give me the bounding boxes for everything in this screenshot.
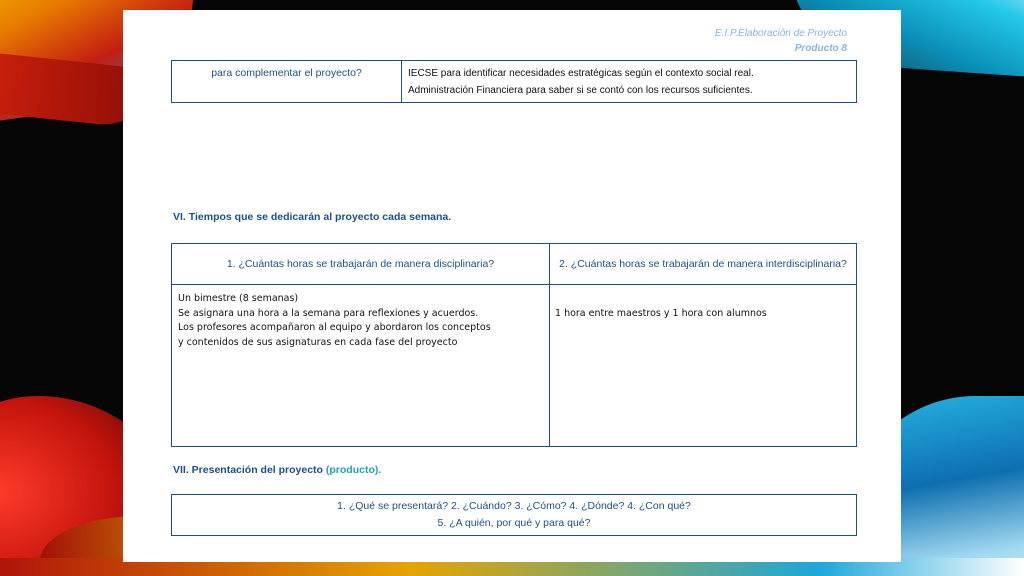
table-row: [172, 495, 857, 536]
document-page: [123, 10, 901, 562]
table-row: [172, 285, 857, 447]
page-header: [715, 26, 847, 56]
section-title-times: VI. Tiempos que se dedicarán al proyecto cada semana.: [173, 211, 452, 223]
header-disciplinary: 1. ¿Cuántas horas se trabajarán de manera disciplinaria?: [172, 244, 550, 285]
questions-line: 1. ¿Qué se presentará? 2. ¿Cuándo? 3. ¿Cómo? 4. ¿Dónde? 4. ¿Con qué?: [337, 500, 691, 512]
section-title-presentation: [173, 464, 381, 476]
complement-table: [171, 60, 857, 103]
complement-question-cell: para complementar el proyecto?: [172, 61, 402, 103]
complement-answer-cell: [402, 61, 857, 103]
section-title-text: VII. Presentación del proyecto: [173, 464, 323, 476]
interdisciplinary-cell: 1 hora entre maestros y 1 hora con alumnos: [550, 285, 857, 447]
cell-line: Un bimestre (8 semanas): [178, 293, 299, 304]
header-interdisciplinary: 2. ¿Cuántas horas se trabajarán de manera interdisciplinaria?: [550, 244, 857, 285]
presentation-questions-cell: [172, 495, 857, 536]
cell-line: y contenidos de sus asignaturas en cada fase del proyecto: [178, 336, 458, 348]
answer-line: IECSE para identificar necesidades estratégicas según el contexto social real.: [408, 68, 754, 79]
header-title: E.I.P.Elaboración de Proyecto: [714, 28, 847, 39]
cell-line: Se asignara una hora a la semana para reflexiones y acuerdos.: [178, 307, 479, 319]
section-title-highlight: (producto).: [325, 464, 382, 476]
header-product: Producto 8: [794, 43, 847, 54]
cell-line: Los profesores acompañaron al equipo y abordaron los conceptos: [178, 322, 491, 333]
table-header-row: [172, 244, 857, 285]
answer-line: Administración Financiera para saber si se contó con los recursos suficientes.: [408, 85, 753, 96]
hours-table: [171, 243, 857, 447]
presentation-table: [171, 494, 857, 536]
table-row: [172, 61, 857, 103]
questions-line: 5. ¿A quién, por qué y para qué?: [437, 517, 591, 529]
disciplinary-cell: [172, 285, 550, 447]
